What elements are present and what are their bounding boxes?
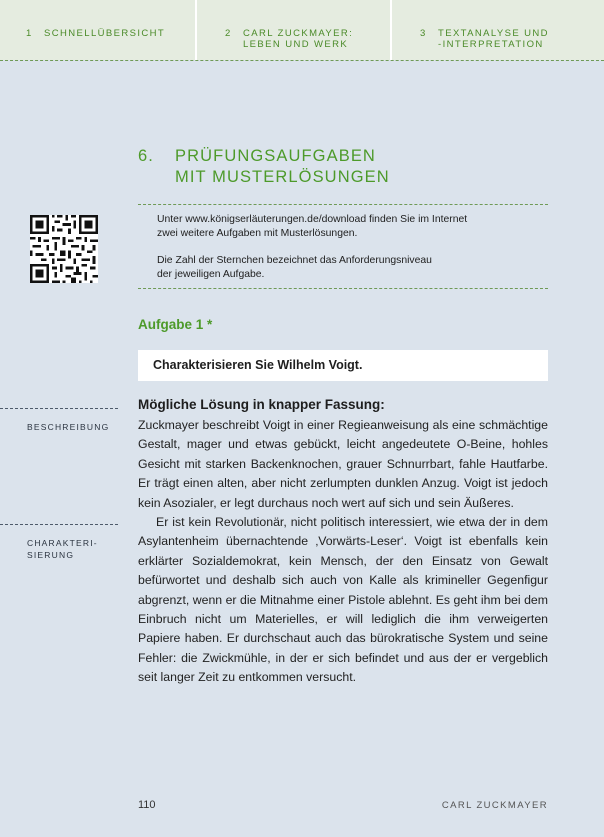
solution-body xyxy=(138,416,548,688)
nav-tab-schnelluebersicht[interactable] xyxy=(0,0,197,60)
page-number: 110 xyxy=(138,799,156,811)
margin-label: BESCHREIBUNG xyxy=(27,422,110,432)
margin-rule xyxy=(0,524,118,525)
chapter-number: 6. xyxy=(138,147,154,165)
nav-tab-label: SCHNELLÜBERSICHT xyxy=(44,28,166,39)
nav-tab-textanalyse[interactable] xyxy=(392,0,604,60)
margin-label: CHARAKTERI- SIERUNG xyxy=(27,538,98,560)
download-info-text: Unter www.königserläuterungen.de/download finden Sie im Internet zwei weitere Aufgaben mit Musterlösungen. xyxy=(157,214,468,239)
qr-code-icon[interactable] xyxy=(30,215,98,283)
solution-paragraph: Er ist kein Revolutionär, nicht politisch interessiert, wie etwa der in dem Asylantenheim übernachtende ‚Vorwärts-Leser‘. Voigt ist ebenfalls kein erklärter Sozialdemokrat, kein Mensch, der den Einsatz von Gewalt befürwortet und deshalb sich auch von Kalle als krimineller Gegenfigur abgrenzt, wenn er die Mitnahme einer Pistole ablehnt. Es geht ihm bei dem Einbruch nicht um Materielles, er will lediglich die ihm verweigerten Papiere haben. Er durchschaut auch das bürokratische System und seine Fehler: die Zwickmühle, in der er sich befindet und aus der er vergeblich seit langer Zeit zu entkommen versucht. xyxy=(138,515,548,685)
task-label: Aufgabe 1 * xyxy=(138,317,213,332)
nav-tab-number: 1 xyxy=(26,28,33,39)
solution-title: Mögliche Lösung in knapper Fassung: xyxy=(138,397,385,412)
top-navigation xyxy=(0,0,604,60)
nav-tab-label: CARL ZUCKMAYER: LEBEN UND WERK xyxy=(243,28,354,50)
difficulty-info-text: Die Zahl der Sternchen bezeichnet das Anforderungsniveau der jeweiligen Aufgabe. xyxy=(157,255,432,280)
solution-paragraph: Zuckmayer beschreibt Voigt in einer Regieanweisung als eine schmächtige Gestalt, mager und etwas gebückt, leicht angedeutete O-Beine, hohles Gesicht mit starken Backenknochen, grauer Schnurrbart, fahle Hautfarbe. Er trägt einen alten, aber nicht zerlumpten dunklen Anzug. Voigt ist jedoch kein Asozialer, er legt durchaus noch wert auf sich und sein Äußeres. xyxy=(138,418,548,510)
nav-tab-leben-und-werk[interactable] xyxy=(197,0,392,60)
nav-tab-number: 2 xyxy=(225,28,232,39)
nav-tab-label: TEXTANALYSE UND -INTERPRETATION xyxy=(438,28,549,50)
nav-divider xyxy=(0,60,604,61)
nav-tab-number: 3 xyxy=(420,28,427,39)
divider xyxy=(138,288,548,289)
task-prompt-box: Charakterisieren Sie Wilhelm Voigt. xyxy=(138,350,548,381)
running-footer-author: CARL ZUCKMAYER xyxy=(441,800,548,811)
chapter-title: PRÜFUNGSAUFGABEN MIT MUSTERLÖSUNGEN xyxy=(175,147,390,186)
divider xyxy=(138,204,548,205)
chapter-heading xyxy=(138,146,390,188)
margin-note-charakterisierung xyxy=(0,524,118,561)
margin-rule xyxy=(0,408,118,409)
margin-note-beschreibung xyxy=(0,408,118,433)
